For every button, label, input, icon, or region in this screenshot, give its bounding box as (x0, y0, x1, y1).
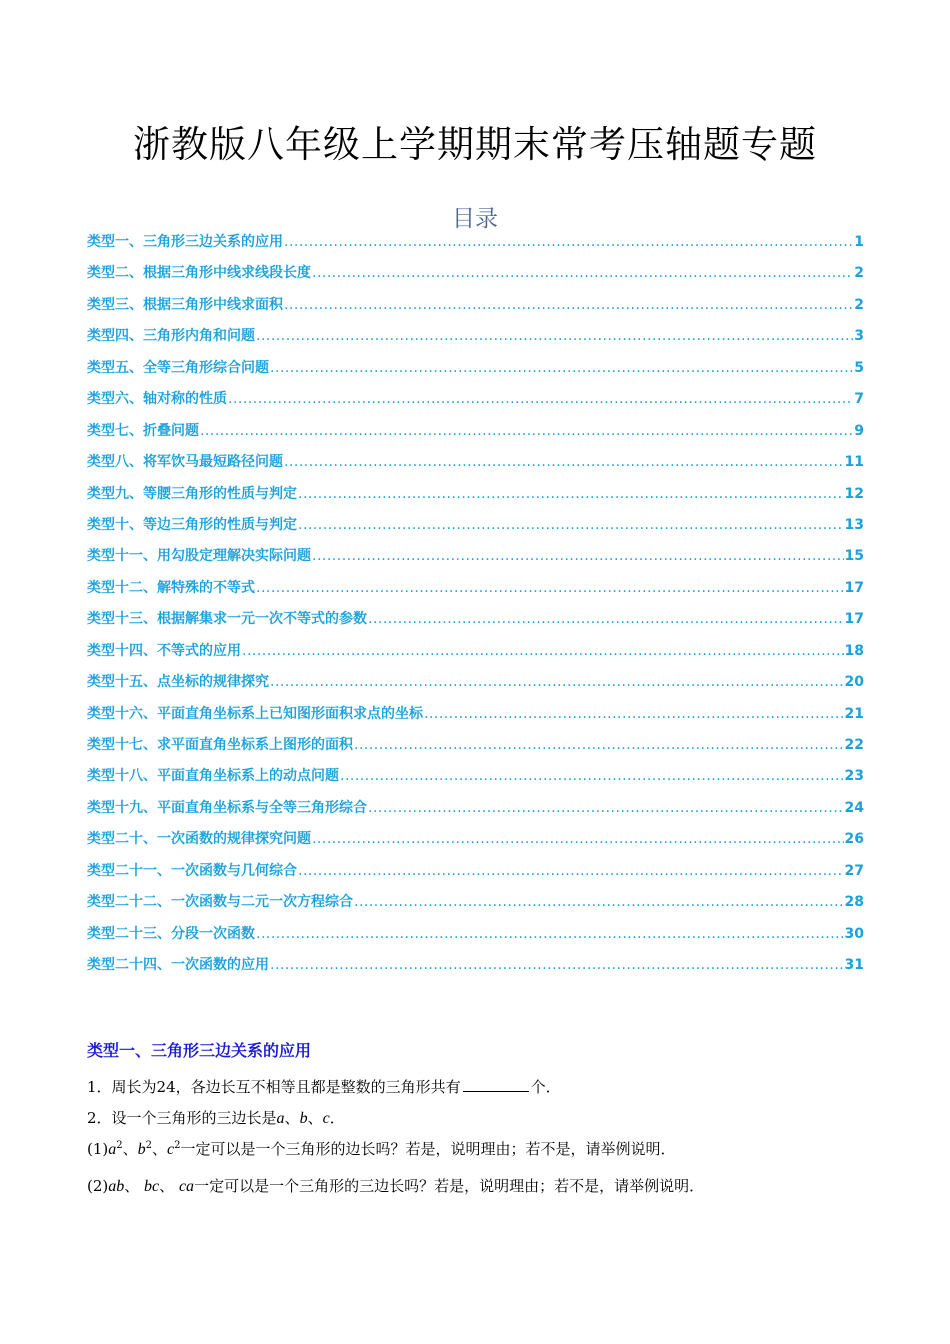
toc-entry[interactable] (87, 294, 864, 325)
toc-entry-page: 7 (854, 391, 864, 408)
toc-leader-dots (284, 297, 853, 313)
toc-entry-label: 类型十九、平面直角坐标系与全等三角形综合 (87, 799, 367, 816)
toc-entry-label: 类型二、根据三角形中线求线段长度 (87, 265, 311, 282)
toc-entry-label: 类型十八、平面直角坐标系上的动点问题 (87, 768, 339, 785)
sep: 、 (122, 1140, 138, 1158)
toc-leader-dots (270, 957, 844, 973)
exponent: 2 (116, 1140, 123, 1151)
exponent: 2 (174, 1140, 181, 1151)
toc-heading: 目录 (452, 206, 498, 232)
exponent: 2 (145, 1140, 153, 1151)
toc-entry-label: 类型十五、点坐标的规律探究 (87, 674, 269, 691)
toc-entry[interactable] (87, 325, 864, 356)
toc-entry-label: 类型五、全等三角形综合问题 (87, 359, 269, 376)
toc-entry-page: 24 (844, 799, 864, 816)
toc-entry-label: 类型十七、求平面直角坐标系上图形的面积 (87, 737, 353, 753)
toc-entry[interactable] (87, 388, 864, 419)
var-b: b (299, 1110, 308, 1127)
section-heading: 类型一、三角形三边关系的应用 (87, 1041, 312, 1060)
toc-entry-page: 30 (844, 925, 864, 942)
toc-leader-dots (424, 706, 844, 722)
toc-entry[interactable] (87, 231, 864, 262)
toc-entry[interactable] (87, 828, 864, 859)
toc-leader-dots (312, 831, 844, 847)
toc-entry[interactable] (87, 514, 864, 545)
toc-entry-label: 类型十、等边三角形的性质与判定 (87, 516, 297, 533)
question-text: 1．周长为24，各边长互不相等且都是整数的三角形共有 (87, 1078, 461, 1096)
toc-entry-page: 15 (844, 548, 864, 565)
toc-leader-dots (284, 234, 853, 250)
toc-entry[interactable] (87, 923, 864, 954)
toc-leader-dots (354, 894, 844, 910)
toc-leader-dots (256, 328, 853, 344)
toc-entry-label: 类型二十一、一次函数与几何综合 (87, 862, 297, 879)
toc-entry-page: 5 (854, 359, 864, 376)
toc-leader-dots (368, 611, 844, 627)
toc-entry-page: 26 (844, 831, 864, 848)
toc-entry-label: 类型十一、用勾股定理解决实际问题 (87, 548, 311, 565)
toc-entry-label: 类型二十四、一次函数的应用 (87, 957, 269, 974)
toc-entry-page: 22 (844, 737, 864, 753)
question-text: 一定可以是一个三角形的边长吗？若是，说明理由；若不是，请举例说明． (180, 1140, 676, 1158)
toc-entry-label: 类型九、等腰三角形的性质与判定 (87, 485, 297, 502)
toc-entry[interactable] (87, 640, 864, 671)
toc-entry-page: 1 (854, 234, 864, 250)
toc-entry[interactable] (87, 262, 864, 293)
toc-entry-label: 类型三、根据三角形中线求面积 (87, 296, 283, 313)
toc-entry-page: 12 (844, 485, 864, 502)
toc-entry-label: 类型一、三角形三边关系的应用 (87, 234, 283, 250)
question-2 (87, 1107, 345, 1128)
toc-leader-dots (270, 360, 853, 376)
toc-entry[interactable] (87, 734, 864, 765)
toc-entry-label: 类型六、轴对称的性质 (87, 391, 227, 408)
toc-entry-page: 2 (854, 296, 864, 313)
toc-leader-dots (312, 548, 844, 564)
toc-entry-label: 类型十四、不等式的应用 (87, 642, 241, 659)
toc-leader-dots (284, 454, 844, 470)
toc-entry-page: 11 (844, 454, 864, 471)
part-label: (2) (87, 1177, 109, 1195)
toc-leader-dots (256, 926, 844, 942)
toc-entry-page: 18 (844, 642, 864, 659)
answer-blank (463, 1077, 529, 1092)
question-1 (87, 1076, 561, 1097)
toc-entry-page: 28 (844, 894, 864, 911)
question-text: 2．设一个三角形的三边长是 (87, 1109, 277, 1127)
sep: 、 (307, 1109, 323, 1127)
toc-entry-label: 类型十六、平面直角坐标系上已知图形面积求点的坐标 (87, 705, 423, 722)
toc-entry-label: 类型二十三、分段一次函数 (87, 925, 255, 942)
toc-entry-page: 3 (854, 328, 864, 345)
toc-entry[interactable] (87, 671, 864, 702)
toc-entry-label: 类型四、三角形内角和问题 (87, 328, 255, 345)
toc-entry-page: 20 (844, 674, 864, 691)
toc-entry[interactable] (87, 765, 864, 796)
sep: 、 (124, 1177, 140, 1195)
toc-entry-page: 21 (844, 705, 864, 722)
toc-entry[interactable] (87, 577, 864, 608)
sep: 、 (284, 1109, 300, 1127)
toc-leader-dots (298, 486, 844, 502)
toc-leader-dots (312, 265, 853, 281)
toc-leader-dots (298, 517, 844, 533)
var-ab: ab (108, 1178, 125, 1195)
sep: 、 (152, 1140, 168, 1158)
toc-entry[interactable] (87, 703, 864, 734)
toc-entry[interactable] (87, 860, 864, 891)
toc-leader-dots (256, 580, 844, 596)
document-title: 浙教版八年级上学期期末常考压轴题专题 (133, 123, 817, 166)
toc-leader-dots (270, 674, 844, 690)
toc-entry[interactable] (87, 357, 864, 388)
var-a: a (108, 1141, 117, 1158)
question-text: 一定可以是一个三角形的三边长吗？若是，说明理由；若不是，请举例说明． (194, 1177, 705, 1195)
var-ca: ca (178, 1178, 195, 1195)
toc-leader-dots (354, 737, 844, 753)
toc-entry[interactable] (87, 420, 864, 451)
end: ． (329, 1109, 345, 1127)
toc-leader-dots (368, 800, 844, 816)
toc-entry-label: 类型七、折叠问题 (87, 422, 199, 439)
toc-entry-page: 23 (844, 768, 864, 785)
toc-entry-page: 13 (844, 516, 864, 533)
toc-entry-page: 9 (854, 422, 864, 439)
var-bc: bc (144, 1178, 160, 1195)
toc-entry-label: 类型二十、一次函数的规律探究问题 (87, 831, 311, 848)
toc-entry[interactable] (87, 483, 864, 514)
toc-entry[interactable] (87, 608, 864, 639)
toc-leader-dots (298, 863, 844, 879)
var-c: c (167, 1141, 175, 1158)
question-text-end: 个． (530, 1078, 561, 1096)
toc-entry-label: 类型二十二、一次函数与二元一次方程综合 (87, 894, 353, 911)
var-a: a (276, 1110, 285, 1127)
toc-leader-dots (242, 643, 844, 659)
var-c: c (322, 1110, 330, 1127)
toc-entry-page: 17 (844, 579, 864, 596)
toc-leader-dots (228, 391, 853, 407)
toc-entry[interactable] (87, 954, 864, 985)
toc-entry-page: 17 (844, 611, 864, 628)
toc-entry-page: 27 (844, 862, 864, 879)
toc-entry-label: 类型十二、解特殊的不等式 (87, 579, 255, 596)
toc-leader-dots (340, 768, 844, 784)
toc-entry-label: 类型八、将军饮马最短路径问题 (87, 454, 283, 471)
toc-entry[interactable] (87, 451, 864, 482)
toc-entry-page: 2 (854, 265, 864, 282)
table-of-contents (87, 231, 864, 986)
toc-entry[interactable] (87, 545, 864, 576)
toc-entry[interactable] (87, 891, 864, 922)
sep: 、 (159, 1177, 175, 1195)
question-2-part-2 (87, 1175, 704, 1196)
toc-entry-label: 类型十三、根据解集求一元一次不等式的参数 (87, 611, 367, 628)
var-b: b (137, 1141, 146, 1158)
toc-leader-dots (200, 423, 853, 439)
toc-entry[interactable] (87, 797, 864, 828)
part-label: (1) (87, 1140, 109, 1158)
toc-entry-page: 31 (844, 957, 864, 974)
question-2-part-1 (87, 1138, 676, 1159)
